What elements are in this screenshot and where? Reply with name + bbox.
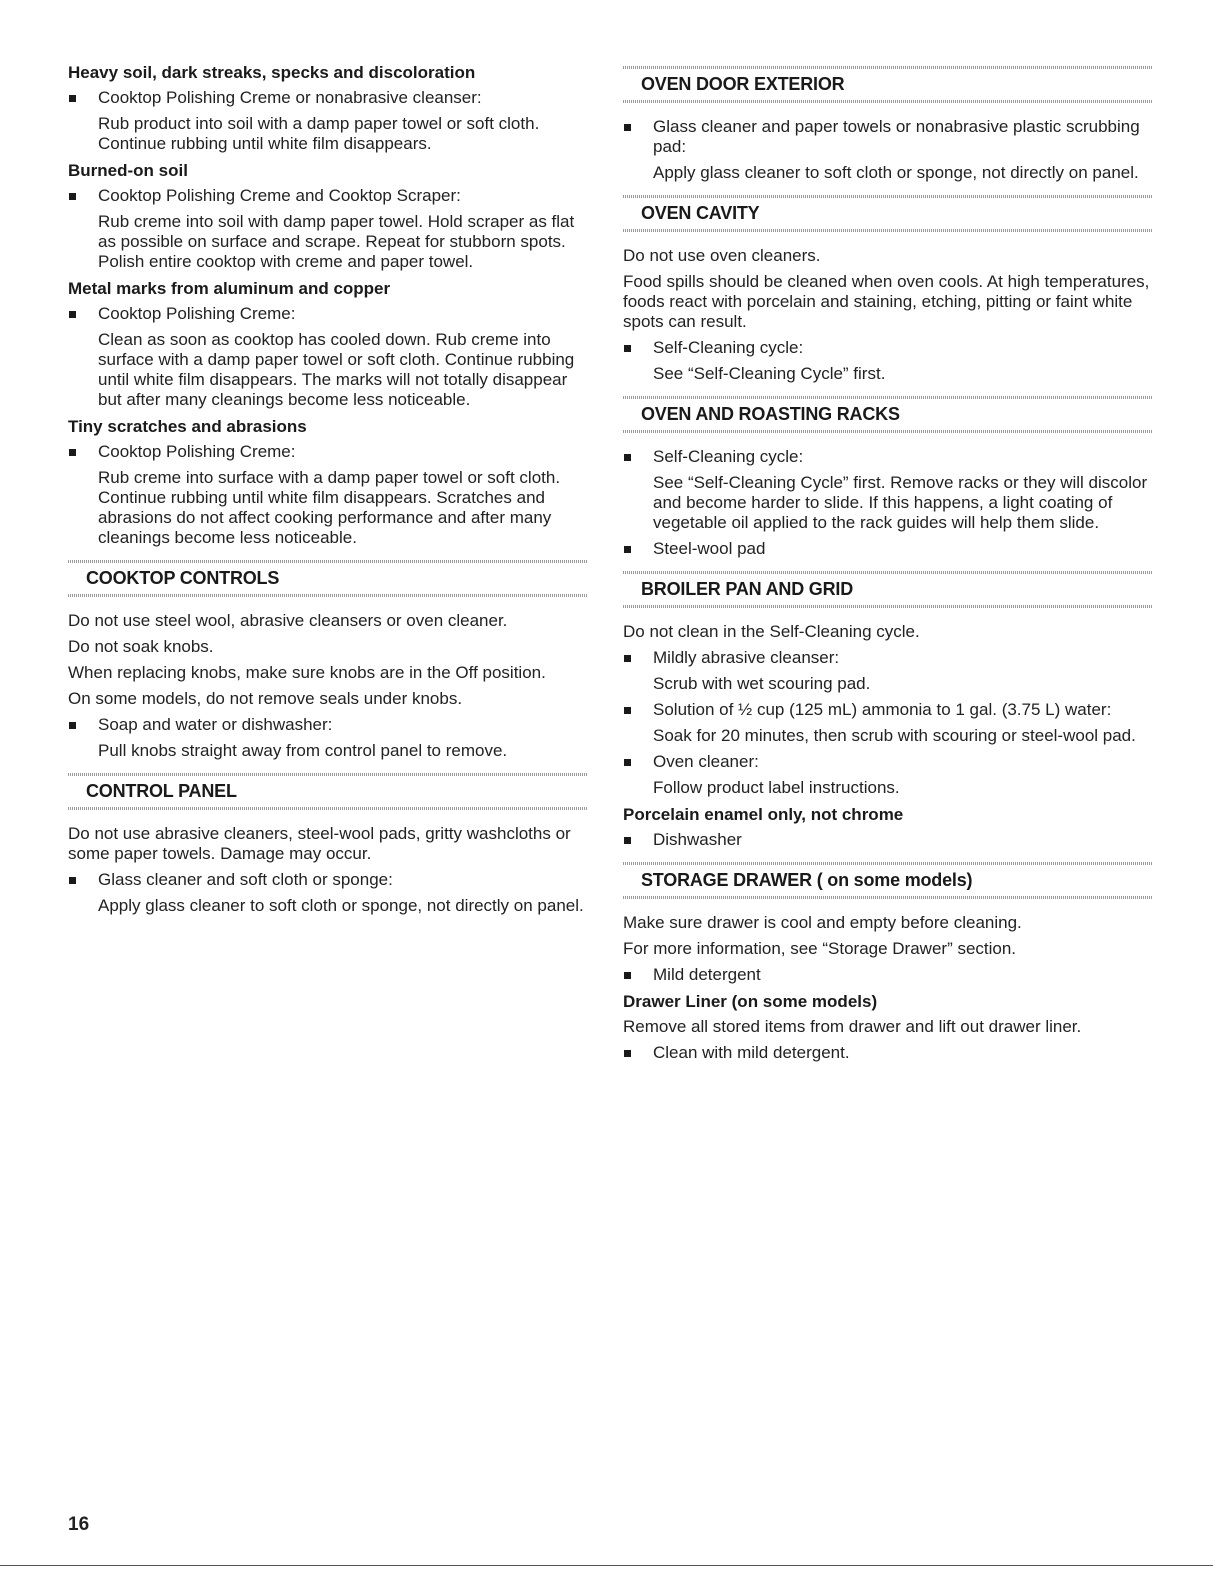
bullet-detail: Rub creme into soil with damp paper towel. Hold scraper as flat as possible on surface and scrape. Repeat for stubborn spots. Polish entire cooktop with creme and paper towel. <box>98 212 575 271</box>
bullet-detail: Clean as soon as cooktop has cooled down. Rub creme into surface with a damp paper towel or soft cloth. Continue rubbing until white film disappears. The marks will not totally disappear but after many cleanings become less noticeable. <box>98 330 575 409</box>
bullet-item: Mild detergent <box>623 965 1153 985</box>
bullet-item: Self-Cleaning cycle: <box>623 447 1153 467</box>
paragraph: When replacing knobs, make sure knobs are in the Off position. <box>68 663 546 682</box>
bullet-detail: Pull knobs straight away from control panel to remove. <box>98 741 508 760</box>
paragraph: Do not soak knobs. <box>68 637 214 656</box>
bullet-detail: Follow product label instructions. <box>653 778 900 797</box>
subheading: Heavy soil, dark streaks, specks and discoloration <box>68 63 476 82</box>
soil-section-metal-marks <box>68 278 588 410</box>
paragraph: Do not use steel wool, abrasive cleansers or oven cleaner. <box>68 611 508 630</box>
section-header-oven-door-exterior <box>623 66 1153 103</box>
bullet-item: Clean with mild detergent. <box>623 1043 1153 1063</box>
paragraph: Do not use abrasive cleaners, steel-wool pads, gritty washcloths or some paper towels. Damage may occur. <box>68 824 571 863</box>
bullet-detail: See “Self-Cleaning Cycle” first. <box>653 364 886 383</box>
subheading: Porcelain enamel only, not chrome <box>623 805 904 824</box>
paragraph: Food spills should be cleaned when oven cools. At high temperatures, foods react with porcelain and staining, etching, pitting or faint white spots can result. <box>623 272 1150 331</box>
section-title: STORAGE DRAWER <box>641 870 812 890</box>
bullet-item: Cooktop Polishing Creme or nonabrasive cleanser: <box>68 88 588 108</box>
bullet-item: Self-Cleaning cycle: <box>623 338 1153 358</box>
left-column <box>68 62 588 922</box>
bullet-detail: Rub creme into surface with a damp paper towel or soft cloth. Continue rubbing until white film disappears. Scratches and abrasions do not affect cooking performance and after many cleanings become less noticeable. <box>98 468 561 547</box>
section-header-broiler-pan <box>623 571 1153 608</box>
section-title: BROILER PAN AND GRID <box>641 579 854 599</box>
bullet-item: Steel-wool pad <box>623 539 1153 559</box>
paragraph: Do not clean in the Self-Cleaning cycle. <box>623 622 920 641</box>
bullet-item: Cooktop Polishing Creme and Cooktop Scraper: <box>68 186 588 206</box>
right-column <box>623 66 1153 1069</box>
bullet-detail: Scrub with wet scouring pad. <box>653 674 871 693</box>
page-number: 16 <box>68 1514 90 1535</box>
paragraph: For more information, see “Storage Drawer” section. <box>623 939 1017 958</box>
section-header-oven-roasting-racks <box>623 396 1153 433</box>
bullet-item: Cooktop Polishing Creme: <box>68 442 588 462</box>
section-title: OVEN CAVITY <box>641 203 760 223</box>
soil-section-heavy <box>68 62 588 154</box>
bullet-item: Soap and water or dishwasher: <box>68 715 588 735</box>
bullet-detail: Rub product into soil with a damp paper towel or soft cloth. Continue rubbing until white film disappears. <box>98 114 540 153</box>
bullet-item: Cooktop Polishing Creme: <box>68 304 588 324</box>
bullet-item: Oven cleaner: <box>623 752 1153 772</box>
bullet-detail: Apply glass cleaner to soft cloth or sponge, not directly on panel. <box>653 163 1139 182</box>
subheading: Tiny scratches and abrasions <box>68 417 307 436</box>
bullet-item: Dishwasher <box>623 830 1153 850</box>
section-title: CONTROL PANEL <box>86 781 237 801</box>
section-header-storage-drawer <box>623 862 1153 899</box>
soil-section-burned <box>68 160 588 272</box>
section-header-cooktop-controls <box>68 560 588 597</box>
bullet-item: Solution of ½ cup (125 mL) ammonia to 1 gal. (3.75 L) water: <box>623 700 1153 720</box>
section-title: COOKTOP CONTROLS <box>86 568 280 588</box>
bullet-item: Glass cleaner and soft cloth or sponge: <box>68 870 588 890</box>
subheading: Drawer Liner (on some models) <box>623 992 878 1011</box>
bullet-item: Glass cleaner and paper towels or nonabrasive plastic scrubbing pad: <box>623 117 1153 157</box>
bullet-detail: See “Self-Cleaning Cycle” first. Remove racks or they will discolor and become harder to slide. If this happens, a light coating of vegetable oil applied to the rack guides will help them slide. <box>653 473 1148 532</box>
subheading: Metal marks from aluminum and copper <box>68 279 391 298</box>
section-title-suffix: ( on some models) <box>811 870 973 890</box>
bullet-detail: Soak for 20 minutes, then scrub with scouring or steel-wool pad. <box>653 726 1136 745</box>
bullet-item: Mildly abrasive cleanser: <box>623 648 1153 668</box>
bullet-detail: Apply glass cleaner to soft cloth or sponge, not directly on panel. <box>98 896 584 915</box>
section-title: OVEN AND ROASTING RACKS <box>641 404 900 424</box>
section-title: OVEN DOOR EXTERIOR <box>641 74 845 94</box>
paragraph: Make sure drawer is cool and empty before cleaning. <box>623 913 1022 932</box>
soil-section-scratches <box>68 416 588 548</box>
subheading: Burned-on soil <box>68 161 188 180</box>
bottom-rule <box>0 1565 1213 1566</box>
section-header-control-panel <box>68 773 588 810</box>
paragraph: Do not use oven cleaners. <box>623 246 821 265</box>
section-header-oven-cavity <box>623 195 1153 232</box>
paragraph: Remove all stored items from drawer and lift out drawer liner. <box>623 1017 1082 1036</box>
paragraph: On some models, do not remove seals under knobs. <box>68 689 463 708</box>
